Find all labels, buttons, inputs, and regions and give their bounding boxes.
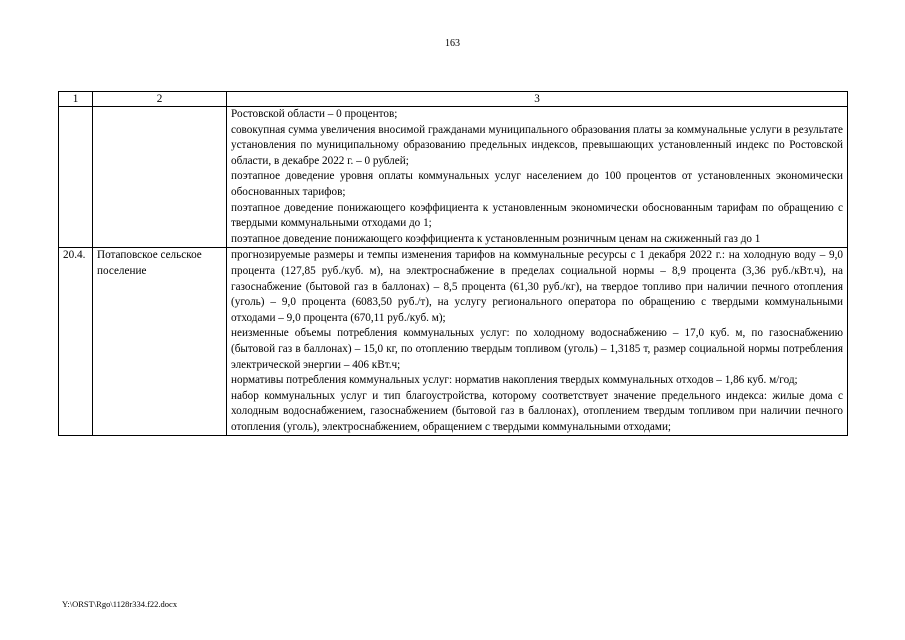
description-cell [227,107,848,248]
municipality-name-cell [93,107,227,248]
page-number: 163 [445,38,460,49]
description-paragraph: нормативы потребления коммунальных услуг: норматив накопления твердых коммунальных отходов – 1,86 куб. м/год; [231,374,798,387]
description-paragraph: совокупная сумма увеличения вносимой гражданами муниципального образования платы за коммунальные услуги в результате установления по муниципальному образованию предельных индексов, превышающих установленный индекс по Ростовской области, в декабре 2022 г. – 0 рублей; [231,123,843,167]
description-paragraph: поэтапное доведение понижающего коэффициента к установленным розничным ценам на сжиженный газ до 1 [231,232,761,245]
document-table [58,91,848,436]
row-number-cell [59,107,93,248]
row-number-cell: 20.4. [59,248,93,436]
description-paragraph: поэтапное доведение понижающего коэффициента к установленным экономически обоснованным тарифам по обращению с твердыми коммунальными отходами до 1; [231,201,843,230]
table-row [59,107,848,248]
column-header-3: 3 [227,92,848,107]
table-row [59,248,848,436]
description-paragraph: поэтапное доведение уровня оплаты коммунальных услуг населением до 100 процентов от установленных экономически обоснованных тарифов; [231,170,843,198]
document-file-path: Y:\ORST\Rgo\1128r334.f22.docx [62,599,178,609]
column-header-1: 1 [59,92,93,107]
description-cell [227,248,848,436]
table-header-row [59,92,848,107]
municipality-name-cell: Потаповское сельское поселение [93,248,227,436]
description-paragraph: прогнозируемые размеры и темпы изменения тарифов на коммунальные ресурсы с 1 декабря 2022 г.: на холодную воду – 9,0 процента (127,85 руб./куб. м), на электроснабжение в пределах социальной нормы – 8,9 процента (3,36 руб./кВт.ч), на газоснабжение (бытовой газ в баллонах) – 8,5 процента (61,30 руб./кг), на твердое топливо при наличии печного отопления (уголь) – 9,0 процента (6083,50 руб./т), на услугу регионального оператора по обращению с твердыми коммунальными отходами – 9,0 процента (670,11 руб./куб. м); [231,249,843,324]
description-paragraph: Ростовской области – 0 процентов; [231,108,398,120]
description-paragraph: неизменные объемы потребления коммунальных услуг: по холодному водоснабжению – 17,0 куб. м, по газоснабжению (бытовой газ в баллонах) – 15,0 кг, по отоплению твердым топливом (уголь) – 1,3185 т, размер социальной нормы потребления электрической энергии – 406 кВт.ч; [231,327,843,371]
column-header-2: 2 [93,92,227,107]
description-paragraph: набор коммунальных услуг и тип благоустройства, которому соответствует значение предельного индекса: жилые дома с холодным водоснабжением, газоснабжением (бытовой газ в баллонах), отоплением твердым топливом при наличии печного отопления (уголь), электроснабжением, обращением с твердыми коммунальными отходами; [231,389,843,433]
